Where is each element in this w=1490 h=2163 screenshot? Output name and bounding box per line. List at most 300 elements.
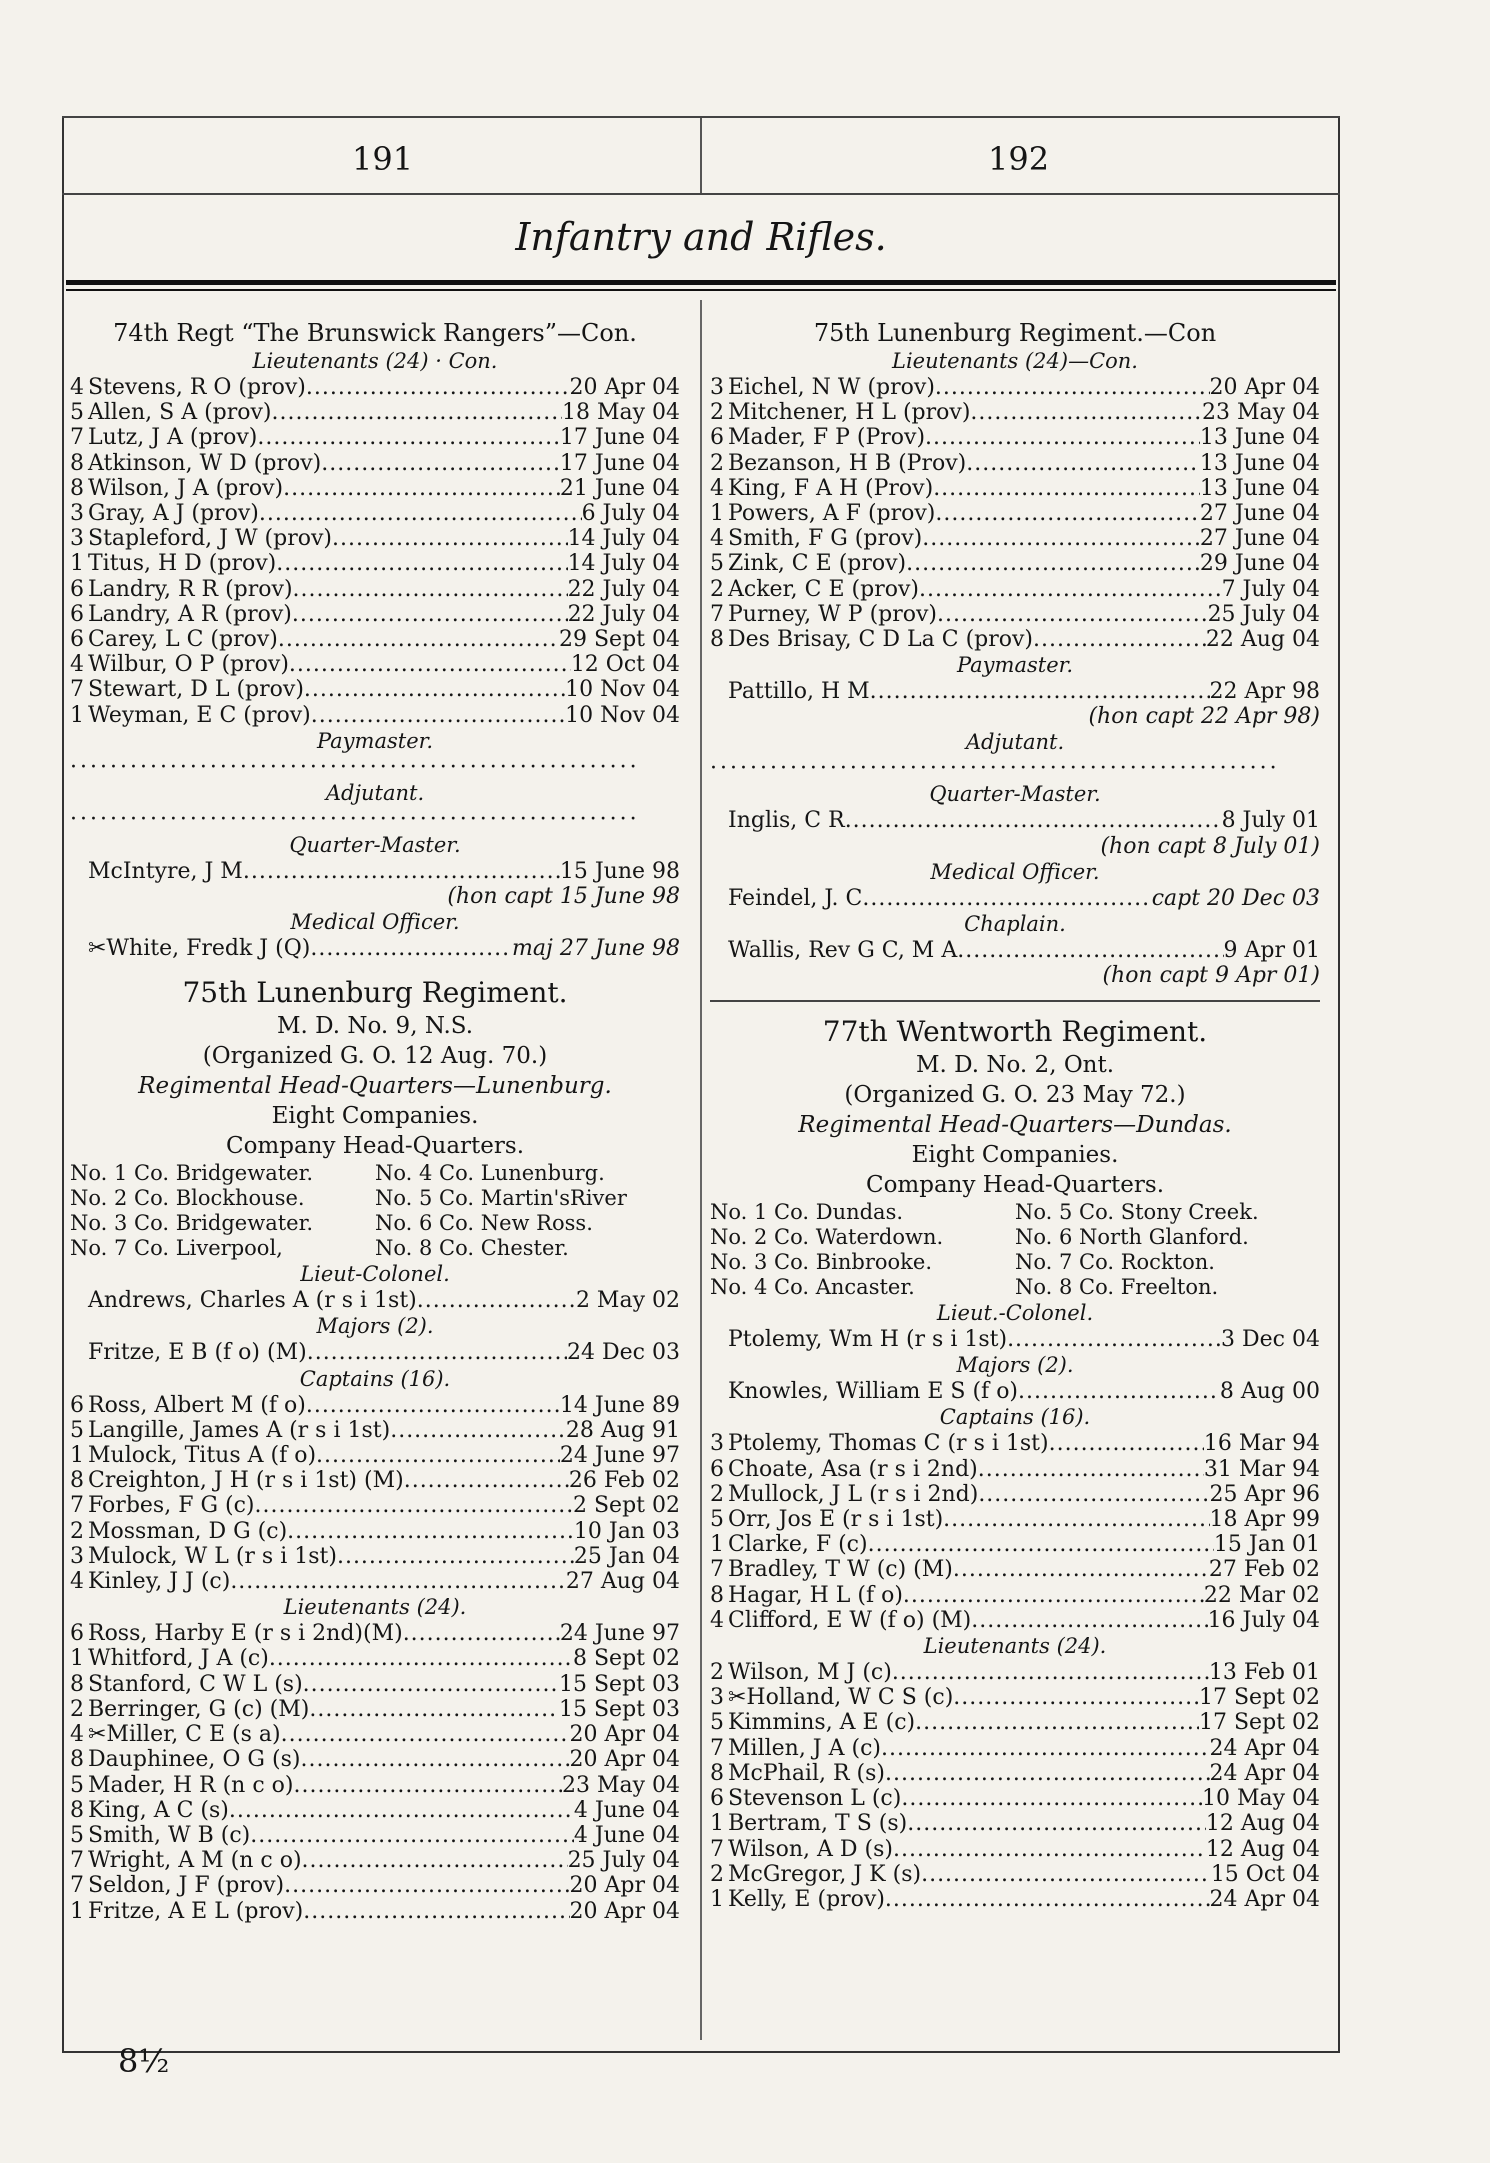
commission-date: 12 Aug 04 (1205, 1811, 1320, 1837)
commission-date: 15 Sept 03 (559, 1671, 680, 1697)
officer-name: Landry, A R (prov) (88, 601, 292, 627)
officer-name: Orr, Jos E (r s i 1st) (728, 1507, 944, 1533)
commission-date: 15 Oct 04 (1210, 1861, 1320, 1887)
commission-date: 20 Apr 04 (569, 375, 680, 400)
commission-date: 17 June 04 (559, 425, 680, 451)
officer-name: Bertram, T S (s) (728, 1811, 908, 1837)
leader-dots (257, 425, 560, 450)
company-number: 7 (70, 1848, 84, 1874)
company-number: 1 (70, 1443, 84, 1469)
leader-dots (304, 677, 565, 702)
officer-entry (710, 400, 1320, 425)
officer-entry (70, 425, 680, 450)
company-entry: No. 2 Co. Waterdown. (710, 1225, 944, 1250)
vacant-line: ························································· (710, 756, 1280, 782)
officer-entry (70, 577, 680, 602)
commission-date: 10 May 04 (1201, 1786, 1320, 1812)
regiment-title: 77th Wentworth Regiment. (822, 1015, 1208, 1049)
officer-name: Wilson, J A (prov) (88, 475, 284, 501)
leader-dots (935, 501, 1199, 526)
officer-entry (710, 1532, 1320, 1557)
officer-name: King, F A H (Prov) (728, 475, 934, 501)
regiment-heading: 74th Regt “The Brunswick Rangers”—Con. (113, 319, 637, 347)
leader-dots (303, 1899, 569, 1924)
officer-entry (70, 1519, 680, 1544)
company-number: 4 (710, 1607, 724, 1633)
officer-entry (70, 400, 680, 425)
company-list (710, 1200, 1320, 1300)
military-district: M. D. No. 2, Ont. (915, 1052, 1115, 1079)
commission-date: 16 July 04 (1207, 1607, 1320, 1633)
company-number: 6 (70, 1621, 84, 1647)
officer-name: Kelly, E (prov) (728, 1886, 885, 1912)
commission-date: 27 June 04 (1199, 501, 1320, 527)
officer-entry (710, 1862, 1320, 1887)
company-number: 8 (70, 450, 84, 476)
company-number: 8 (70, 1468, 84, 1494)
leader-dots (885, 1887, 1210, 1912)
company-number: 8 (710, 1582, 724, 1608)
officer-entry (710, 425, 1320, 450)
company-number: 7 (70, 1493, 84, 1519)
leader-dots (287, 1519, 574, 1544)
officer-name: Forbes, F G (c) (88, 1493, 255, 1519)
officer-entry (710, 602, 1320, 627)
company-entry: No. 4 Co. Ancaster. (710, 1275, 915, 1300)
company-entry: No. 5 Co. Stony Creek. (1015, 1200, 1259, 1225)
leader-dots (272, 400, 562, 425)
company-number: 8 (70, 475, 84, 501)
officer-entry (70, 1848, 680, 1873)
officer-name: Wilson, M J (c) (728, 1660, 892, 1686)
officer-entry (710, 1507, 1320, 1532)
officer-entry (70, 602, 680, 627)
officer-name: Lutz, J A (prov) (88, 425, 258, 451)
company-entry: No. 4 Co. Lunenburg. (375, 1161, 605, 1186)
officer-name: Stapleford, J W (prov) (88, 526, 332, 552)
rank-heading: Majors (2). (956, 1353, 1074, 1378)
regimental-hq: Regimental Head-Quarters—Dundas. (798, 1112, 1232, 1139)
officer-entry (710, 1837, 1320, 1862)
officer-entry (710, 1761, 1320, 1786)
officer-entry (70, 526, 680, 551)
company-number: 4 (710, 526, 724, 552)
honorary-note: (hon capt 9 Apr 01) (1102, 963, 1320, 989)
rank-heading: Lieut.-Colonel. (936, 1301, 1094, 1326)
company-entry: No. 8 Co. Freelton. (1015, 1275, 1219, 1300)
commission-date: 12 Oct 04 (570, 652, 680, 678)
officer-entry (70, 1493, 680, 1518)
commission-date: 20 Apr 04 (569, 1722, 680, 1748)
officer-entry (710, 1887, 1320, 1912)
officer-entry (710, 1431, 1320, 1456)
officer-entry: Fritze, E B (f o) (M) ..... 24 Dec 03 (70, 1340, 680, 1365)
company-number: 2 (710, 450, 724, 476)
commission-date: 24 Apr 04 (1209, 1886, 1320, 1912)
leader-dots (321, 451, 560, 476)
company-entry: No. 8 Co. Chester. (375, 1236, 569, 1261)
officer-entry (70, 1672, 680, 1697)
officer-name: Stevens, R O (prov) (88, 375, 306, 400)
officer-entry (70, 551, 680, 576)
commission-date: 22 Aug 04 (1205, 627, 1320, 653)
company-number: 5 (710, 551, 724, 577)
officer-name: Langille, James A (r s i 1st) (88, 1417, 391, 1443)
captain-list (70, 1393, 680, 1595)
commission-date: 26 Feb 02 (568, 1468, 680, 1494)
officer-name: Powers, A F (prov) (728, 501, 936, 527)
officer-name: Purney, W P (prov) (728, 601, 938, 627)
commission-date: 17 June 04 (559, 450, 680, 476)
officer-entry: Ptolemy, Wm H (r s i 1st) ..... 3 Dec 04 (710, 1327, 1320, 1352)
company-entry: No. 5 Co. Martin'sRiver (375, 1186, 627, 1211)
regiment-heading: 75th Lunenburg Regiment.—Con (813, 319, 1217, 347)
commission-date: 21 June 04 (559, 475, 680, 501)
leader-dots (922, 526, 1200, 551)
company-number: 3 (70, 1543, 84, 1569)
company-number: 2 (710, 1481, 724, 1507)
rank-heading: Medical Officer. (930, 859, 1100, 884)
companies-count: Eight Companies. (911, 1142, 1119, 1169)
company-number: 6 (70, 627, 84, 653)
commission-date: 17 Sept 02 (1199, 1685, 1320, 1711)
officer-name: Bezanson, H B (Prov) (728, 450, 967, 476)
officer-entry: Inglis, C R ..... 8 July 01 (710, 808, 1320, 833)
company-entry: No. 7 Co. Rockton. (1015, 1250, 1215, 1275)
officer-entry (70, 1468, 680, 1493)
commission-date: 24 June 97 (559, 1621, 680, 1647)
officer-entry (70, 1873, 680, 1898)
company-number: 5 (710, 1710, 724, 1736)
company-number: 1 (710, 501, 724, 527)
company-number: 8 (710, 1760, 724, 1786)
commission-date: 15 Jan 01 (1213, 1532, 1320, 1558)
leader-dots (292, 602, 568, 627)
officer-name: Mader, F P (Prov) (728, 425, 926, 451)
leader-dots (885, 1761, 1210, 1786)
company-number: 7 (70, 677, 84, 703)
leader-dots (283, 476, 560, 501)
officer-name: Kimmins, A E (c) (728, 1710, 916, 1736)
leader-dots (302, 1848, 568, 1873)
banner-thin-rule (66, 289, 1336, 291)
commission-date: 27 Aug 04 (565, 1569, 680, 1595)
leader-dots (937, 602, 1208, 627)
company-number: 7 (70, 1873, 84, 1899)
officer-entry (710, 375, 1320, 400)
commission-date: 14 July 04 (567, 551, 680, 577)
company-number: 7 (710, 1735, 724, 1761)
officer-name: Mulock, W L (r s i 1st) (88, 1543, 337, 1569)
officer-entry (710, 551, 1320, 576)
lieutenant-list (710, 1660, 1320, 1912)
leader-dots (915, 1710, 1199, 1735)
company-number: 2 (710, 400, 724, 426)
leader-dots (971, 1608, 1207, 1633)
company-number: 2 (710, 1861, 724, 1887)
officer-name: Mader, H R (n c o) (88, 1772, 294, 1798)
leader-dots (306, 1393, 560, 1418)
leader-dots (403, 1621, 560, 1646)
organized-note: (Organized G. O. 23 May 72.) (844, 1082, 1186, 1109)
officer-name: Stevenson L (c) (728, 1786, 902, 1812)
commission-date: 13 June 04 (1199, 450, 1320, 476)
honorary-note: (hon capt 8 July 01) (1100, 833, 1320, 859)
leader-dots (978, 1482, 1209, 1507)
leader-dots (306, 375, 570, 400)
leader-dots (293, 1773, 561, 1798)
leader-dots (943, 1507, 1209, 1532)
officer-entry: Pattillo, H M ..... 22 Apr 98 (710, 679, 1320, 704)
company-number: 3 (70, 526, 84, 552)
company-number: 1 (710, 1886, 724, 1912)
leader-dots (259, 501, 582, 526)
officer-name: Whitford, J A (c) (88, 1646, 269, 1672)
commission-date: 10 Jan 03 (573, 1518, 680, 1544)
officer-entry (70, 1646, 680, 1671)
officer-name: Eichel, N W (prov) (728, 375, 935, 400)
company-number: 8 (70, 1671, 84, 1697)
officer-entry (70, 1393, 680, 1418)
page-footer-mark: 8½ (118, 2042, 170, 2080)
right-column (710, 318, 1320, 1912)
leader-dots (907, 1811, 1206, 1836)
company-number: 8 (710, 627, 724, 653)
company-number: 5 (70, 1772, 84, 1798)
leader-dots (919, 577, 1222, 602)
officer-entry (70, 1418, 680, 1443)
officer-name: Gray, A J (prov) (88, 501, 259, 527)
leader-dots (925, 425, 1200, 450)
company-number: 1 (710, 1811, 724, 1837)
leader-dots (332, 526, 568, 551)
officer-entry (70, 627, 680, 652)
officer-name: Stewart, D L (prov) (88, 677, 304, 703)
officer-name: Creighton, J H (r s i 1st) (M) (88, 1468, 404, 1494)
honorary-note: (hon capt 15 June 98 (447, 884, 680, 910)
leader-dots (269, 1646, 573, 1671)
rank-heading: Medical Officer. (290, 910, 460, 935)
officer-entry (70, 476, 680, 501)
company-number: 5 (710, 1507, 724, 1533)
leader-dots (293, 577, 568, 602)
commission-date: 20 Apr 04 (569, 1747, 680, 1773)
lieutenant-list (70, 375, 680, 728)
officer-name: Weyman, E C (prov) (88, 702, 311, 728)
commission-date: 6 July 04 (581, 501, 680, 527)
officer-name: Landry, R R (prov) (88, 576, 293, 602)
company-number: 3 (710, 1685, 724, 1711)
leader-dots (229, 1798, 574, 1823)
commission-date: 24 Apr 04 (1209, 1760, 1320, 1786)
company-number: 7 (710, 601, 724, 627)
company-number: 2 (710, 576, 724, 602)
company-number: 4 (710, 475, 724, 501)
officer-entry (710, 1583, 1320, 1608)
commission-date: 12 Aug 04 (1205, 1836, 1320, 1862)
company-number: 1 (710, 1532, 724, 1558)
commission-date: 31 Mar 94 (1203, 1456, 1320, 1482)
rank-heading: Paymaster. (956, 653, 1074, 678)
officer-entry: Feindel, J. C ..... capt 20 Dec 03 (710, 886, 1320, 911)
officer-name: Stanford, C W L (s) (88, 1671, 303, 1697)
commission-date: 27 June 04 (1199, 526, 1320, 552)
leader-dots (970, 400, 1202, 425)
officer-entry (710, 577, 1320, 602)
company-number: 1 (70, 551, 84, 577)
company-number: 4 (70, 375, 84, 400)
commission-date: 8 Sept 02 (573, 1646, 680, 1672)
officer-name: Clarke, F (c) (728, 1532, 868, 1558)
commission-date: 15 Sept 03 (559, 1696, 680, 1722)
officer-name: Acker, C E (prov) (728, 576, 919, 602)
commission-date: 18 May 04 (561, 400, 680, 426)
officer-name: Ptolemy, Thomas C (r s i 1st) (728, 1431, 1049, 1457)
officer-name: Berringer, G (c) (M) (88, 1696, 310, 1722)
officer-name: McPhail, R (s) (728, 1760, 886, 1786)
officer-name: Carey, L C (prov) (88, 627, 278, 653)
officer-entry (710, 1786, 1320, 1811)
officer-name: Millen, J A (c) (728, 1735, 881, 1761)
commission-date: 25 Apr 96 (1209, 1481, 1320, 1507)
officer-entry (710, 1457, 1320, 1482)
officer-entry: Wallis, Rev G C, M A ..... 9 Apr 01 (710, 938, 1320, 963)
officer-entry (710, 1608, 1320, 1633)
company-number: 7 (710, 1557, 724, 1583)
leader-dots (935, 375, 1210, 400)
commission-date: 20 Apr 04 (569, 1873, 680, 1899)
officer-entry (710, 1685, 1320, 1710)
officer-entry (70, 652, 680, 677)
company-number: 6 (70, 601, 84, 627)
company-number: 2 (70, 1696, 84, 1722)
company-entry: No. 2 Co. Blockhouse. (70, 1186, 305, 1211)
rank-heading: Lieutenants (24) · Con. (252, 349, 498, 373)
commission-date: 4 June 04 (573, 1822, 680, 1848)
commission-date: 17 Sept 02 (1199, 1710, 1320, 1736)
officer-name: Mossman, D G (c) (88, 1518, 288, 1544)
leader-dots (278, 627, 559, 652)
company-number: 6 (710, 425, 724, 451)
leader-dots (230, 1569, 566, 1594)
section-rule (710, 1000, 1320, 1002)
vacant-line: ························································· (70, 806, 640, 832)
officer-name: Ross, Harby E (r s i 2nd)(M) (88, 1621, 403, 1647)
rank-heading: Chaplain. (964, 911, 1066, 936)
leader-dots (404, 1468, 569, 1493)
officer-entry (710, 451, 1320, 476)
leader-dots (300, 1747, 569, 1772)
commission-date: 29 June 04 (1199, 551, 1320, 577)
captain-list (710, 1431, 1320, 1633)
leader-dots (966, 451, 1200, 476)
officer-entry (710, 1482, 1320, 1507)
officer-entry (70, 1569, 680, 1594)
company-number: 3 (710, 1431, 724, 1457)
officer-name: Smith, W B (c) (88, 1822, 251, 1848)
leader-dots (953, 1557, 1209, 1582)
rank-heading: Quarter-Master. (289, 832, 461, 857)
officer-entry (70, 1798, 680, 1823)
rank-heading: Lieut-Colonel. (300, 1262, 450, 1287)
right-page-number: 192 (988, 140, 1050, 178)
officer-entry (70, 1773, 680, 1798)
commission-date: 20 Apr 04 (569, 1898, 680, 1924)
company-number: 1 (70, 702, 84, 728)
officer-name: Titus, H D (prov) (88, 551, 277, 577)
commission-date: 22 Mar 02 (1203, 1582, 1320, 1608)
officer-entry (710, 1710, 1320, 1735)
company-entry: No. 3 Co. Binbrooke. (710, 1250, 932, 1275)
leader-dots (276, 551, 567, 576)
leader-dots (303, 1672, 559, 1697)
officer-name: Fritze, A E L (prov) (88, 1898, 304, 1924)
commission-date: 24 June 97 (559, 1443, 680, 1469)
officer-name: Des Brisay, C D La C (prov) (728, 627, 1034, 653)
officer-name: Smith, F G (prov) (728, 526, 923, 552)
rank-heading: Lieutenants (24)—Con. (892, 349, 1138, 373)
military-district: M. D. No. 9, N.S. (276, 1013, 474, 1040)
officer-entry: Andrews, Charles A (r s i 1st) ..... 2 May 02 (70, 1288, 680, 1313)
officer-entry (710, 501, 1320, 526)
officer-entry: McIntyre, J M ..... 15 June 98 (70, 859, 680, 884)
commission-date: 4 June 04 (573, 1797, 680, 1823)
company-number: 7 (710, 1836, 724, 1862)
rank-heading: Lieutenants (24). (923, 1634, 1107, 1659)
company-number: 8 (70, 1797, 84, 1823)
column-divider (700, 300, 702, 2040)
commission-date: 24 Apr 04 (1209, 1735, 1320, 1761)
vacant-line: ························································· (70, 754, 640, 780)
company-entry: No. 6 North Glanford. (1015, 1225, 1249, 1250)
company-number: 6 (710, 1786, 724, 1812)
rank-heading: Captains (16). (299, 1366, 451, 1391)
left-page-number: 191 (352, 140, 414, 178)
company-number: 4 (70, 1722, 84, 1748)
commission-date: 28 Aug 91 (565, 1417, 680, 1443)
company-number: 5 (70, 1822, 84, 1848)
company-entry: No. 1 Co. Dundas. (710, 1200, 904, 1225)
commission-date: 14 July 04 (567, 526, 680, 552)
officer-name: Seldon, J F (prov) (88, 1873, 285, 1899)
company-number: 8 (70, 1747, 84, 1773)
officer-name: Wilbur, O P (prov) (88, 652, 289, 678)
officer-entry (70, 677, 680, 702)
banner-thick-rule (66, 280, 1336, 285)
commission-date: 10 Nov 04 (565, 702, 680, 728)
commission-date: 25 July 04 (567, 1848, 680, 1874)
commission-date: 22 July 04 (567, 576, 680, 602)
company-entry: No. 1 Co. Bridgewater. (70, 1161, 313, 1186)
lieutenant-list (710, 375, 1320, 652)
regimental-hq: Regimental Head-Quarters—Lunenburg. (138, 1073, 612, 1100)
officer-entry (70, 1722, 680, 1747)
company-number: 6 (710, 1456, 724, 1482)
leader-dots (309, 1697, 559, 1722)
company-number: 7 (70, 425, 84, 451)
officer-name: McGregor, J K (s) (728, 1861, 922, 1887)
company-number: 4 (70, 652, 84, 678)
commission-date: 18 Apr 99 (1209, 1507, 1320, 1533)
companies-count: Eight Companies. (271, 1103, 479, 1130)
officer-entry (70, 375, 680, 400)
officer-entry (710, 1557, 1320, 1582)
commission-date: 23 May 04 (1201, 400, 1320, 426)
commission-date: 13 June 04 (1199, 475, 1320, 501)
commission-date: 7 July 04 (1221, 576, 1320, 602)
officer-name: Ross, Albert M (f o) (88, 1392, 306, 1418)
company-entry: No. 6 Co. New Ross. (375, 1211, 593, 1236)
